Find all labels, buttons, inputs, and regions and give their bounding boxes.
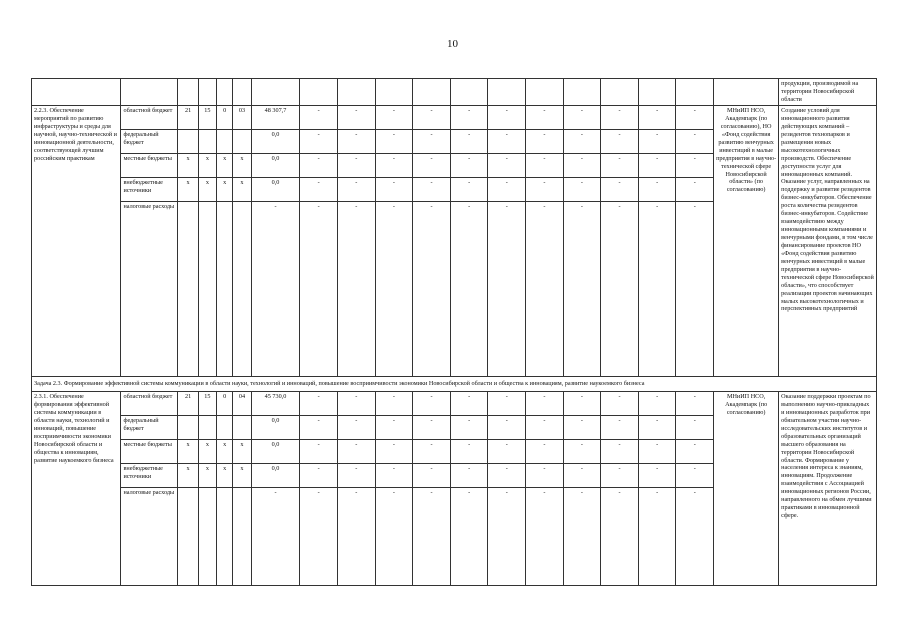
program-table (31, 78, 877, 586)
code-cell: x (217, 178, 233, 202)
year-value-cell: - (300, 416, 338, 440)
year-value-cell: - (488, 130, 526, 154)
year-value-cell: - (526, 416, 564, 440)
year-value-cell: - (488, 488, 526, 586)
code-cell: x (198, 440, 216, 464)
year-value-cell: - (450, 130, 488, 154)
funding-source: федеральный бюджет (121, 416, 178, 440)
code-cell (217, 202, 233, 377)
total-cell: 0,0 (251, 130, 300, 154)
year-value-cell: - (450, 416, 488, 440)
code-cell (178, 488, 198, 586)
code-cell: 21 (178, 106, 198, 130)
year-value-cell: - (488, 464, 526, 488)
year-value-cell: - (526, 392, 564, 416)
year-value-cell: - (526, 130, 564, 154)
funding-source: областной бюджет (121, 106, 178, 130)
year-value-cell: - (413, 178, 451, 202)
year-value-cell: - (300, 392, 338, 416)
year-value-cell: - (526, 488, 564, 586)
year-value-cell: - (526, 440, 564, 464)
total-cell: 48 307,7 (251, 106, 300, 130)
total-cell: 0,0 (251, 440, 300, 464)
year-value-cell: - (450, 106, 488, 130)
year-value-cell: - (413, 392, 451, 416)
empty-cell (638, 79, 676, 106)
year-value-cell: - (638, 416, 676, 440)
year-value-cell: - (601, 392, 639, 416)
result-cell: Оказание поддержки проектам по выполнению научно-прикладных и инновационных разработок при обязательном участии научно-исследовательских институтов и образовательных организаций высшего образования на территории Новосибирской области. Формирование у населения интереса к знаниям, инновациям. Продолжение взаимодействия с Ассоциацией инновационных регионов России, направленного на обмен лучшими практиками в инновационной сфере. (779, 392, 877, 586)
code-cell (217, 416, 233, 440)
year-value-cell: - (450, 440, 488, 464)
year-value-cell: - (338, 202, 376, 377)
code-cell: x (233, 178, 251, 202)
code-cell: 15 (198, 392, 216, 416)
code-cell (178, 416, 198, 440)
year-value-cell: - (300, 488, 338, 586)
year-value-cell: - (563, 178, 601, 202)
empty-cell (300, 79, 338, 106)
empty-cell (121, 79, 178, 106)
year-value-cell: - (300, 154, 338, 178)
empty-cell (676, 79, 714, 106)
year-value-cell: - (338, 488, 376, 586)
empty-cell (488, 79, 526, 106)
year-value-cell: - (638, 440, 676, 464)
code-cell: x (198, 464, 216, 488)
year-value-cell: - (413, 440, 451, 464)
total-cell: 0,0 (251, 178, 300, 202)
year-value-cell: - (601, 130, 639, 154)
code-cell (178, 202, 198, 377)
year-value-cell: - (676, 154, 714, 178)
empty-cell (178, 79, 198, 106)
year-value-cell: - (450, 392, 488, 416)
year-value-cell: - (526, 106, 564, 130)
year-value-cell: - (488, 440, 526, 464)
year-value-cell: - (676, 130, 714, 154)
code-cell: 03 (233, 106, 251, 130)
year-value-cell: - (563, 154, 601, 178)
year-value-cell: - (300, 464, 338, 488)
year-value-cell: - (338, 130, 376, 154)
code-cell (198, 202, 216, 377)
code-cell: x (178, 154, 198, 178)
year-value-cell: - (676, 416, 714, 440)
year-value-cell: - (638, 464, 676, 488)
funding-source: внебюджетные источники (121, 178, 178, 202)
total-cell: 0,0 (251, 464, 300, 488)
code-cell: x (178, 464, 198, 488)
executor-cell: МНиИП НСО, Академпарк (по согласованию), НО «Фонд содействия развитию венчурных инвестиций в малые предприятия в научно-технической сфере Новосибирской области» (по согласованию) (714, 106, 779, 377)
total-cell: 0,0 (251, 416, 300, 440)
code-cell: 21 (178, 392, 198, 416)
code-cell (217, 130, 233, 154)
year-value-cell: - (676, 202, 714, 377)
year-value-cell: - (413, 488, 451, 586)
page-number: 10 (447, 38, 458, 50)
year-value-cell: - (413, 464, 451, 488)
year-value-cell: - (450, 178, 488, 202)
year-value-cell: - (526, 178, 564, 202)
year-value-cell: - (488, 392, 526, 416)
year-value-cell: - (676, 178, 714, 202)
year-value-cell: - (638, 202, 676, 377)
year-value-cell: - (300, 178, 338, 202)
code-cell: x (198, 154, 216, 178)
year-value-cell: - (676, 464, 714, 488)
year-value-cell: - (676, 392, 714, 416)
code-cell (233, 416, 251, 440)
year-value-cell: - (638, 488, 676, 586)
code-cell (233, 130, 251, 154)
year-value-cell: - (338, 392, 376, 416)
code-cell: 0 (217, 392, 233, 416)
year-value-cell: - (300, 202, 338, 377)
measure-name: 2.2.3. Обеспечение мероприятий по развитию инфраструктуры и среды для научной, научно-технической и инновационной деятельности, соответствующей лучшим российским практикам (32, 106, 121, 377)
code-cell: x (233, 464, 251, 488)
funding-source: местные бюджеты (121, 154, 178, 178)
year-value-cell: - (676, 106, 714, 130)
total-cell: 0,0 (251, 154, 300, 178)
year-value-cell: - (338, 106, 376, 130)
year-value-cell: - (413, 416, 451, 440)
funding-source: внебюджетные источники (121, 464, 178, 488)
code-cell: x (233, 440, 251, 464)
year-value-cell: - (488, 178, 526, 202)
year-value-cell: - (601, 154, 639, 178)
code-cell: x (178, 178, 198, 202)
code-cell: 04 (233, 392, 251, 416)
year-value-cell: - (601, 440, 639, 464)
measure-name: 2.3.1. Обеспечение формирования эффективной системы коммуникации в области науки, технологий и инноваций, повышение восприимчивости экономики Новосибирской области и общества к инновациям, развитие наукоемкого бизнеса (32, 392, 121, 586)
year-value-cell: - (413, 202, 451, 377)
year-value-cell: - (638, 178, 676, 202)
year-value-cell: - (300, 130, 338, 154)
year-value-cell: - (338, 178, 376, 202)
year-value-cell: - (488, 416, 526, 440)
empty-cell (251, 79, 300, 106)
year-value-cell: - (338, 154, 376, 178)
year-value-cell: - (601, 106, 639, 130)
year-value-cell: - (375, 202, 413, 377)
empty-cell (375, 79, 413, 106)
code-cell: x (217, 440, 233, 464)
year-value-cell: - (375, 416, 413, 440)
year-value-cell: - (488, 106, 526, 130)
executor-cell: МНиИП НСО, Академпарк (по согласованию) (714, 392, 779, 586)
result-cell: Создание условий для инновационного развития действующих компаний – резидентов технопарков и размещения новых высокотехнологичных производств. Обеспечение доступности услуг для инновационных компаний. Оказание услуг, направленных на поддержку и развитие резидентов бизнес-инкубаторов. Обеспечение роста количества резидентов бизнес-инкубаторов. Содействие взаимодействию между инновационными компаниями и венчурными фондами, в том числе финансирование проектов НО «Фонд содействия развитию венчурных инвестиций в малые предприятия в научно-технической сфере Новосибирской области», что способствует реализации проектов начинающих малых высокотехнологичных и перспективных предприятий (779, 106, 877, 377)
empty-cell (233, 79, 251, 106)
year-value-cell: - (638, 392, 676, 416)
year-value-cell: - (601, 178, 639, 202)
year-value-cell: - (338, 416, 376, 440)
empty-cell (601, 79, 639, 106)
year-value-cell: - (375, 488, 413, 586)
year-value-cell: - (375, 154, 413, 178)
year-value-cell: - (638, 106, 676, 130)
code-cell: x (198, 178, 216, 202)
year-value-cell: - (338, 440, 376, 464)
code-cell: 15 (198, 106, 216, 130)
year-value-cell: - (601, 416, 639, 440)
year-value-cell: - (638, 154, 676, 178)
funding-source: налоговые расходы (121, 202, 178, 377)
empty-cell (217, 79, 233, 106)
code-cell (217, 488, 233, 586)
empty-cell (198, 79, 216, 106)
year-value-cell: - (375, 178, 413, 202)
empty-cell (563, 79, 601, 106)
empty-cell (526, 79, 564, 106)
year-value-cell: - (563, 130, 601, 154)
year-value-cell: - (375, 130, 413, 154)
funding-source: областной бюджет (121, 392, 178, 416)
year-value-cell: - (676, 488, 714, 586)
year-value-cell: - (450, 202, 488, 377)
year-value-cell: - (488, 202, 526, 377)
year-value-cell: - (601, 202, 639, 377)
table-row (32, 392, 877, 416)
code-cell: x (217, 464, 233, 488)
code-cell (198, 488, 216, 586)
year-value-cell: - (488, 154, 526, 178)
code-cell: x (178, 440, 198, 464)
empty-cell (714, 79, 779, 106)
code-cell (178, 130, 198, 154)
code-cell: x (233, 154, 251, 178)
year-value-cell: - (300, 440, 338, 464)
year-value-cell: - (375, 440, 413, 464)
year-value-cell: - (601, 488, 639, 586)
year-value-cell: - (601, 464, 639, 488)
empty-cell (450, 79, 488, 106)
total-cell: - (251, 202, 300, 377)
task-title: Задача 2.3. Формирование эффективной системы коммуникации в области науки, технологий и инноваций, повышение восприимчивости экономики Новосибирской области и общества к инновациям, развитие наукоемкого бизнеса (32, 377, 877, 392)
funding-source: налоговые расходы (121, 488, 178, 586)
empty-cell (338, 79, 376, 106)
year-value-cell: - (563, 392, 601, 416)
code-cell (233, 202, 251, 377)
code-cell: 0 (217, 106, 233, 130)
empty-cell (413, 79, 451, 106)
total-cell: 45 730,0 (251, 392, 300, 416)
year-value-cell: - (526, 464, 564, 488)
year-value-cell: - (563, 488, 601, 586)
year-value-cell: - (375, 392, 413, 416)
year-value-cell: - (676, 440, 714, 464)
code-cell (198, 130, 216, 154)
code-cell (233, 488, 251, 586)
year-value-cell: - (563, 464, 601, 488)
year-value-cell: - (563, 106, 601, 130)
year-value-cell: - (450, 488, 488, 586)
total-cell: - (251, 488, 300, 586)
year-value-cell: - (338, 464, 376, 488)
year-value-cell: - (413, 106, 451, 130)
task-row (32, 377, 877, 392)
year-value-cell: - (563, 416, 601, 440)
year-value-cell: - (450, 154, 488, 178)
table-row (32, 79, 877, 106)
year-value-cell: - (450, 464, 488, 488)
empty-cell (32, 79, 121, 106)
table-row (32, 106, 877, 130)
year-value-cell: - (375, 464, 413, 488)
result-cell: продукции, производимой на территории Новосибирской области (779, 79, 877, 106)
year-value-cell: - (526, 154, 564, 178)
code-cell: x (217, 154, 233, 178)
year-value-cell: - (526, 202, 564, 377)
year-value-cell: - (563, 202, 601, 377)
year-value-cell: - (413, 154, 451, 178)
code-cell (198, 416, 216, 440)
funding-source: федеральный бюджет (121, 130, 178, 154)
year-value-cell: - (638, 130, 676, 154)
year-value-cell: - (413, 130, 451, 154)
funding-source: местные бюджеты (121, 440, 178, 464)
year-value-cell: - (300, 106, 338, 130)
year-value-cell: - (375, 106, 413, 130)
year-value-cell: - (563, 440, 601, 464)
